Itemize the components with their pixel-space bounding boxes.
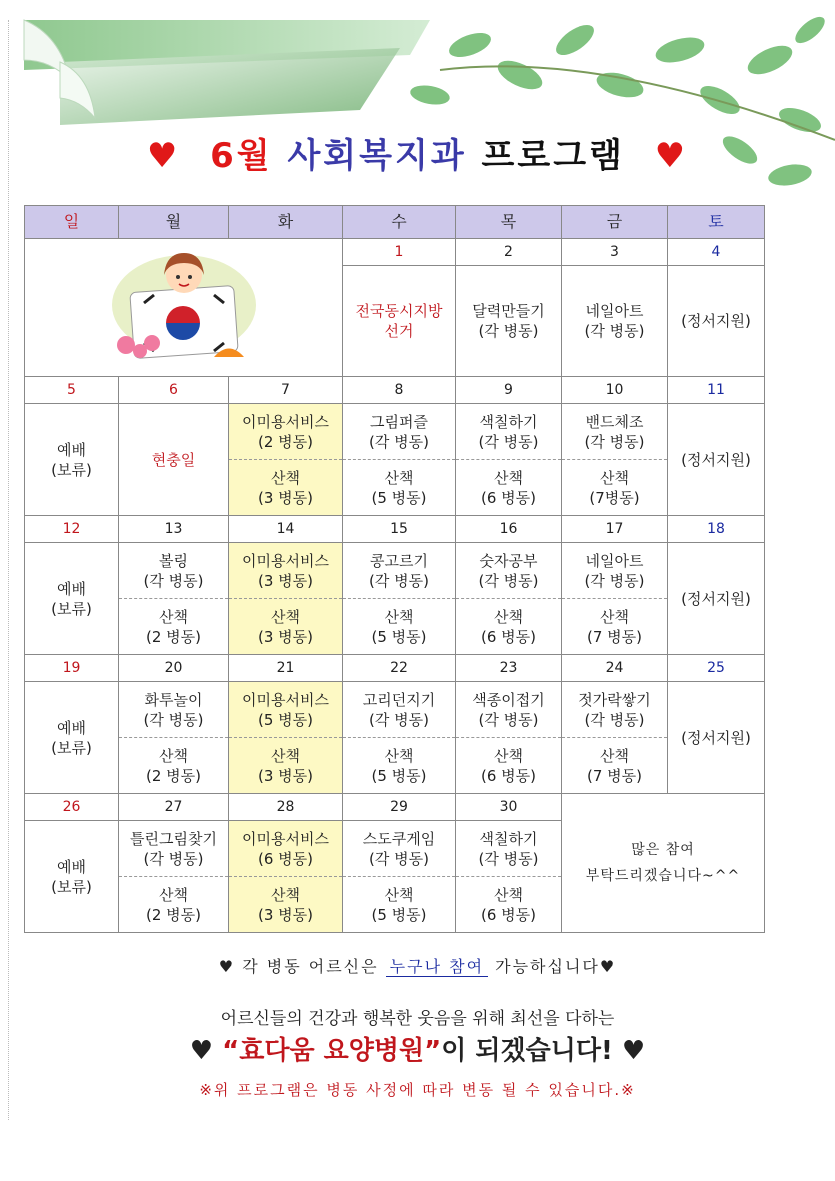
week4-pm-row: [25, 738, 765, 794]
program-cell: [456, 738, 562, 794]
date-cell: 17: [562, 516, 668, 543]
date-cell: 16: [456, 516, 562, 543]
program-cell: [456, 404, 562, 460]
program-text: 색칠하기 (각 병동): [478, 412, 539, 451]
date-cell: 7: [229, 377, 343, 404]
program-cell: [119, 599, 229, 655]
weekday-header-row: [25, 206, 765, 239]
program-text: 전국동시지방 선거: [355, 302, 443, 340]
program-text: 숫자공부 (각 병동): [478, 551, 539, 590]
program-text: 예배 (보류): [51, 718, 92, 757]
date-cell: 28: [229, 794, 343, 821]
program-cell: [119, 738, 229, 794]
heart-icon: ♥: [189, 1036, 214, 1066]
program-text: 산책 (2 병동): [146, 746, 201, 785]
program-cell: [562, 460, 668, 516]
heart-icon: ♥: [621, 1036, 646, 1066]
program-cell: [343, 821, 456, 877]
program-text: 콩고르기 (각 병동): [369, 551, 429, 590]
program-text: 산책 (6 병동): [481, 607, 536, 646]
weekday-mon: 월: [119, 206, 229, 239]
week4-am-row: [25, 682, 765, 738]
date-cell: 29: [343, 794, 456, 821]
week4-dates-row: [25, 655, 765, 682]
program-text: 산책 (7병동): [589, 468, 640, 507]
date-cell: 23: [456, 655, 562, 682]
program-text: 이미용서비스 (2 병동): [242, 412, 329, 451]
program-calendar: [24, 205, 764, 932]
program-cell: [25, 543, 119, 655]
program-cell: [229, 460, 343, 516]
date-cell: 24: [562, 655, 668, 682]
program-text: 젓가락쌓기 (각 병동): [578, 690, 651, 729]
date-cell: 8: [343, 377, 456, 404]
date-cell: 6: [119, 377, 229, 404]
program-text: 화투놀이 (각 병동): [143, 690, 204, 729]
week5-dates-row: [25, 794, 765, 821]
girl-flag-illustration-cell: [25, 239, 343, 377]
weekday-tue: 화: [229, 206, 343, 239]
title-month: 6월: [210, 136, 273, 176]
date-cell: 30: [456, 794, 562, 821]
date-cell: 3: [562, 239, 668, 266]
date-cell: 4: [668, 239, 765, 266]
program-text: (정서지원): [681, 589, 751, 608]
program-cell: [229, 877, 343, 933]
program-cell: [119, 877, 229, 933]
program-text: 산책 (2 병동): [146, 885, 201, 924]
program-cell: [562, 599, 668, 655]
program-cell: [229, 543, 343, 599]
program-cell: [343, 599, 456, 655]
program-text: 산책 (2 병동): [146, 607, 201, 646]
slogan-line: 어르신들의 건강과 행복한 웃음을 위해 최선을 다하는: [220, 1009, 615, 1029]
program-text: 예배 (보류): [51, 440, 92, 479]
program-text: 달력만들기 (각 병동): [472, 302, 545, 340]
date-cell: 12: [25, 516, 119, 543]
program-cell: [562, 682, 668, 738]
program-cell: [343, 404, 456, 460]
program-text: (정서지원): [681, 312, 751, 330]
date-cell: 1: [343, 239, 456, 266]
program-cell: [562, 738, 668, 794]
calendar-table: [24, 205, 765, 933]
program-text: 색칠하기 (각 병동): [478, 829, 539, 868]
holiday-cell: [119, 404, 229, 516]
weekday-sun: 일: [25, 206, 119, 239]
notice-text-b: 가능하십니다♥: [488, 957, 617, 976]
date-cell: 21: [229, 655, 343, 682]
holiday-text: 현충일: [151, 450, 196, 469]
program-text: 산책 (3 병동): [258, 607, 313, 646]
notice-underlined: 누구나 참여: [386, 957, 488, 977]
program-text: 산책 (6 병동): [481, 885, 536, 924]
program-text: 산책 (3 병동): [258, 885, 313, 924]
program-text: (정서지원): [681, 450, 751, 469]
program-cell: [562, 266, 668, 377]
date-cell: 5: [25, 377, 119, 404]
program-cell: [562, 404, 668, 460]
program-text: 밴드체조 (각 병동): [584, 412, 645, 451]
change-disclaimer: ※위 프로그램은 병동 사정에 따라 변동 될 수 있습니다.※: [199, 1081, 636, 1099]
participation-note-cell: [562, 794, 765, 933]
date-cell: 20: [119, 655, 229, 682]
program-text: 산책 (5 병동): [371, 607, 427, 646]
program-text: 산책 (6 병동): [481, 468, 536, 507]
date-cell: 26: [25, 794, 119, 821]
program-text: 산책 (3 병동): [258, 746, 313, 785]
program-cell: [562, 543, 668, 599]
program-text: 산책 (7 병동): [587, 746, 642, 785]
program-cell: [456, 877, 562, 933]
program-text: 그림퍼즐 (각 병동): [369, 412, 429, 451]
program-cell: [456, 460, 562, 516]
date-cell: 22: [343, 655, 456, 682]
week2-am-row: [25, 404, 765, 460]
program-text: 네일아트 (각 병동): [584, 551, 645, 590]
program-text: 고리던지기 (각 병동): [362, 690, 436, 729]
date-cell: 27: [119, 794, 229, 821]
date-cell: 9: [456, 377, 562, 404]
week1-dates-row: [25, 239, 765, 266]
program-cell: [119, 682, 229, 738]
date-cell: 11: [668, 377, 765, 404]
program-text: 산책 (5 병동): [371, 885, 427, 924]
date-cell: 25: [668, 655, 765, 682]
program-cell: [456, 821, 562, 877]
program-cell: [668, 682, 765, 794]
program-cell: [456, 266, 562, 377]
program-cell: [456, 682, 562, 738]
program-text: 스도쿠게임 (각 병동): [362, 829, 436, 868]
program-cell: [229, 738, 343, 794]
program-text: 틀린그림찾기 (각 병동): [130, 829, 217, 868]
program-cell: [343, 738, 456, 794]
title-program: 프로그램: [481, 136, 625, 176]
date-cell: 2: [456, 239, 562, 266]
program-cell: [343, 460, 456, 516]
program-cell: [25, 404, 119, 516]
date-cell: 13: [119, 516, 229, 543]
weekday-thu: 목: [456, 206, 562, 239]
week3-dates-row: [25, 516, 765, 543]
program-cell: [343, 682, 456, 738]
program-text: 네일아트 (각 병동): [584, 302, 645, 340]
date-cell: 15: [343, 516, 456, 543]
program-text: 예배 (보류): [51, 579, 92, 618]
title-dept: 사회복지과: [287, 136, 467, 176]
program-cell: [119, 543, 229, 599]
program-cell: [668, 266, 765, 377]
heart-icon: ♥: [146, 136, 181, 176]
date-cell: 14: [229, 516, 343, 543]
girl-with-flag-image: [104, 245, 264, 365]
program-cell: [25, 682, 119, 794]
program-cell: [343, 543, 456, 599]
program-cell: [229, 821, 343, 877]
program-text: 색종이접기 (각 병동): [472, 690, 545, 729]
program-cell: [119, 821, 229, 877]
program-cell: [343, 877, 456, 933]
hospital-pledge: [0, 1030, 835, 1067]
program-cell: [343, 266, 456, 377]
participation-note: 많은 참여 부탁드리겠습니다~^^: [585, 842, 741, 884]
week3-pm-row: [25, 599, 765, 655]
program-text: 이미용서비스 (5 병동): [242, 690, 329, 729]
heart-icon: ♥: [654, 136, 689, 176]
program-text: 산책 (6 병동): [481, 746, 536, 785]
program-cell: [229, 599, 343, 655]
weekday-fri: 금: [562, 206, 668, 239]
date-cell: 10: [562, 377, 668, 404]
hospital-name: “효다움 요양병원”: [222, 1036, 442, 1066]
program-text: 이미용서비스 (3 병동): [242, 551, 329, 590]
week2-dates-row: [25, 377, 765, 404]
weekday-wed: 수: [343, 206, 456, 239]
program-cell: [229, 682, 343, 738]
program-cell: [456, 543, 562, 599]
program-cell: [668, 404, 765, 516]
program-text: 이미용서비스 (6 병동): [242, 829, 329, 868]
program-text: 볼링 (각 병동): [143, 551, 204, 590]
program-text: (정서지원): [681, 728, 751, 747]
program-cell: [456, 599, 562, 655]
program-text: 예배 (보류): [51, 857, 92, 896]
program-cell: [25, 821, 119, 933]
week3-am-row: [25, 543, 765, 599]
date-cell: 19: [25, 655, 119, 682]
pledge-text: 이 되겠습니다!: [441, 1036, 613, 1066]
program-text: 산책 (3 병동): [258, 468, 313, 507]
program-text: 산책 (5 병동): [371, 746, 427, 785]
page-title: [0, 128, 835, 177]
program-text: 산책 (5 병동): [371, 468, 427, 507]
program-cell: [668, 543, 765, 655]
date-cell: 18: [668, 516, 765, 543]
participation-notice: [0, 954, 835, 977]
weekday-sat: 토: [668, 206, 765, 239]
program-cell: [229, 404, 343, 460]
program-text: 산책 (7 병동): [587, 607, 642, 646]
notice-text-a: ♥ 각 병동 어르신은: [218, 957, 386, 976]
